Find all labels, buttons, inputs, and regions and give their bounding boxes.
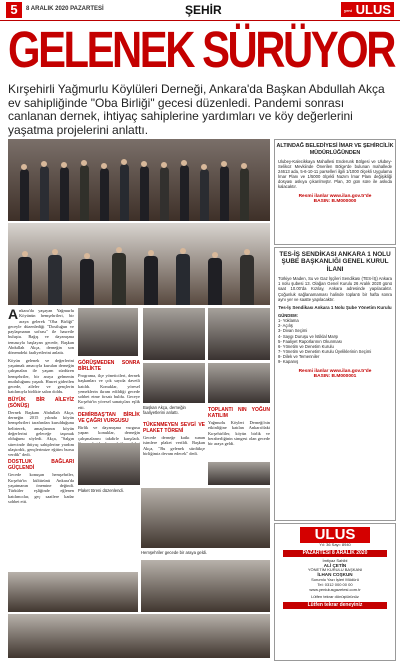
- notice-2-basin: Resmi ilanlar www.ilan.gov.tr'de: [298, 369, 372, 375]
- imprint-phone: Tel: 0312 000 00 00: [317, 581, 353, 587]
- photo-plaque-1: [143, 308, 205, 360]
- photo-plaque-2: [208, 308, 270, 360]
- photo-speaker: [78, 308, 138, 356]
- agenda-item: 5- Faaliyet Raporlarının Okunması: [278, 338, 343, 344]
- group-photo-1: [8, 139, 270, 221]
- notice-1-title: ALTINDAĞ BELEDİYESİ İMAR VE ŞEHİRCİLİK MÜDÜRLÜĞÜNDEN: [276, 143, 394, 156]
- col2-text-2: Birlik ve dayanışma vurgusu yapan konuklar, derneğin çalışmalarını takdirle karşıladı.: [78, 425, 140, 441]
- col1-subhead-1: BÜYÜK BİR AİLEYİZ (SÖNÜŞ): [8, 396, 74, 409]
- photo-bottom-1: [8, 572, 138, 612]
- newspaper-logo: [341, 2, 394, 17]
- agenda-item: 2- Açılış: [278, 323, 293, 329]
- headline: GELENEK SÜRÜYOR: [8, 21, 395, 78]
- photo-guest: [78, 443, 140, 485]
- agenda-item: 4- Saygı Duruşu ve İstiklal Marşı: [278, 333, 339, 339]
- page-date: 8 ARALIK 2020 PAZARTESİ: [26, 6, 104, 12]
- photo-bottom-2: [141, 488, 270, 548]
- notice-2-basin-id: BASIN: B.M000001: [313, 374, 357, 380]
- imprint-board-label: YÖNETİM KURULU BAŞKANI: [307, 567, 363, 573]
- col1-para-1: nkara'da yaşayan Yağmurlu Köyünün hemşehrileri, bir araya gelerek "Oba Birliği" geceyle düzenlediği "Dostluğun ve paylaşmanın sofrası" ile hasretle buluştu. Bağış ve dayanışma temasıyla başlayan gecede, Başkan Abdullah Akça, derneğin son dönemdeki faaliyetlerini anlattı.: [8, 308, 74, 356]
- imprint-ad: Lütfen tekrar dönüştürünüz: [311, 594, 359, 600]
- photo-plaque-3: [143, 363, 205, 403]
- mid-text-1: Yağmurlu Köyleri Derneği'nin etkinliğine katılan Ankara'daki Kırşehirliler, köyün birlik ve beraberliğinin simgesi olan gecede bir araya geldi.: [208, 420, 270, 447]
- photo-bottom-3: [141, 560, 270, 612]
- imprint-editor-label: Sorumlu Yazı İşleri Müdürü: [311, 576, 359, 582]
- col1-sub1-text: Dernek Başkanı Abdullah Akça, derneğin 2015 yılında köyün hemşehrileri tarafından kurulduğunu belirterek, amaçlarının köyün değerlerini geleceğe taşımak olduğunu söyledi. Akça, "Salgın sürecinde ihtiyaç sahiplerine yardım ulaştırdık, gençlerimize eğitim bursu verdik" dedi.: [8, 409, 74, 458]
- imprint-date: PAZARTESİ 8 ARALIK 2020: [283, 550, 387, 557]
- agenda-item: 8- Dilek ve Temenniler: [278, 353, 320, 359]
- group-photo-2: [8, 223, 270, 305]
- agenda-item: 6- Yönetim ve Denetim Kurulu: [278, 343, 334, 349]
- caption-1: Başkan Akça, derneğin faaliyetlerini anlattı.: [143, 405, 186, 415]
- imprint-box: [274, 523, 396, 661]
- article-column-mid: [208, 405, 270, 460]
- photo-bottom-4: [8, 614, 270, 658]
- mid-subhead-2: TÜKENMEYEN SEVGİ VE PLAKET TÖRENİ: [143, 422, 205, 434]
- section-title: ŞEHİR: [185, 3, 222, 17]
- photo-plaque-4: [208, 363, 270, 403]
- col1-subhead-2: DOSTLUK BAĞLARI GÜÇLENDİ: [8, 459, 74, 472]
- notice-2-text: Türkiye Maden, Su ve Gaz İşçileri Sendikası (TES-İŞ) Ankara 1 nolu şubesi 13. Olağan Genel Kurulu 26 Aralık 2020 günü saat 10.00'da Kızılay, Ankara adresinde yapılacaktır. Çoğunluk sağlanamaması halinde toplantı bir hafta sonra aynı yer ve saatte yapılacaktır.: [278, 276, 392, 302]
- col1-sub2-text: Gecede konuşan hemşehriler, Kırşehir'in kültürünü Ankara'da yaşatmanın önemine değindi. Türküler eşliğinde eğlenen katılımcılar, geç saatlere kadar sohbet etti.: [8, 472, 74, 504]
- article-column-2a: [78, 358, 140, 440]
- article-column-mid2: [143, 420, 205, 485]
- col2-subhead-2: DEMİRBAŞ'TAN BİRLİK VE ÇAĞRI VURGUSU: [78, 412, 140, 425]
- imprint-issue: Yıl: 36 Sayı: 8940: [319, 542, 351, 547]
- imprint-ad-bar: Lütfen tekrar deneyiniz: [283, 602, 387, 609]
- mid-subhead-1: TOPLANTI NIN YOĞUN KATILIM: [208, 407, 270, 419]
- imprint-owner-label: İmtiyaz Sahibi: [322, 557, 348, 563]
- notice-2-sign: Tes-İş Sendikası Ankara 1 Nolu Şube Yönetim Kurulu: [278, 304, 392, 310]
- notice-2-title: TES-İŞ SENDİKASI ANKARA 1 NOLU ŞUBE BAŞKANLIĞI GENEL KURUL İLANI: [279, 251, 391, 273]
- col2-subhead-1: GÖRÜŞMEDEN SONRA BİRLİKTE: [78, 360, 140, 372]
- imprint-logo: ULUS: [300, 527, 370, 543]
- caption-3: Plaket töreni düzenlendi.: [78, 488, 124, 493]
- notice-box-1: [274, 139, 396, 245]
- logo-text: ULUS: [355, 2, 391, 17]
- logo-prefix: yeni: [343, 8, 352, 14]
- notice-1-text: Ulubey-Kalecikkaya Mahallesi Enderunk Bölgesi ve Ulubey-Selikoz Mevkiinde Önerilen Bölge'de bulunan mahallede 24613 ada, 5-6-10-11 parselleri ilgili 1/1000 ölçekli Uygulama İmar Planı ve 1/5000 ölçekli Nazım İmar Planı değişikliği dosyası askıya çıkarılmıştır. Plan, 30 gün süre ile askıda kalacaktır.: [278, 159, 392, 190]
- imprint-owner: ALİ ÇETİN: [323, 562, 347, 568]
- dropcap: A: [8, 306, 19, 322]
- agenda-item: 7- Yönetim ve Denetim Kurulu Üyeliklerinin Seçimi: [278, 348, 372, 354]
- article-column-1: [8, 308, 74, 570]
- article-deck: Kırşehirli Yağmurlu Köylüleri Derneği, Ankara'da Başkan Abdullah Akça ev sahipliğinde "Oba Birliği" gecesi düzenledi. Pandemi sonrası canlanan dernek, ihtiyaç sahiplerine yardımları ve köy değerlerini yaşatma projelerini anlattı.: [8, 82, 385, 137]
- imprint-web: www.yeniulusgazetesi.com.tr: [309, 586, 361, 592]
- notice-1-basin-id: BASIN: B.M000000: [313, 198, 357, 204]
- photo-guest-2: [208, 462, 270, 485]
- caption-2: Hemşehriler gecede bir araya geldi.: [141, 550, 208, 555]
- col2-text-1: Programa, ilçe yöneticileri, dernek başkanları ve çok sayıda davetli katıldı. Konuklar, yöresel yemeklerin ikram edildiği gecede sohbet etme fırsatı buldu. Geceye Kırşehir'in yöresel sanatçıları eşlik etti.: [78, 373, 140, 410]
- mid-text-2: Gecede derneğe katkı sunan isimlere plaket verildi. Başkan Akça, "Bu gelenek sürdükçe birliğimiz devam edecek" dedi.: [143, 435, 205, 456]
- col1-para-2: Köyün gelenek ve değerlerini yaşatmak amacıyla kurulan derneğin çalışmaları ile yaşam sürdüren hemşehriler, bir araya gelmenin mutluluğunu yaşadı. Hasret giderilen gecede, aileler ve gençlerin katılımıyla birlikte salon doldu.: [8, 357, 74, 395]
- right-column: [274, 139, 394, 659]
- imprint-board: İLHAN COŞKUN: [317, 572, 353, 578]
- agenda-item: 3- Divan Seçimi: [278, 328, 308, 334]
- notice-box-2: [274, 247, 396, 521]
- page-header: [0, 0, 400, 21]
- page-number: 5: [6, 2, 22, 18]
- agenda-title: GÜNDEM:: [278, 313, 299, 319]
- agenda-item: 9- Kapanış: [278, 359, 299, 365]
- notice-1-basin: Resmi ilanlar www.ilan.gov.tr'de: [298, 193, 372, 199]
- agenda-item: 1- Yoklama: [278, 318, 299, 324]
